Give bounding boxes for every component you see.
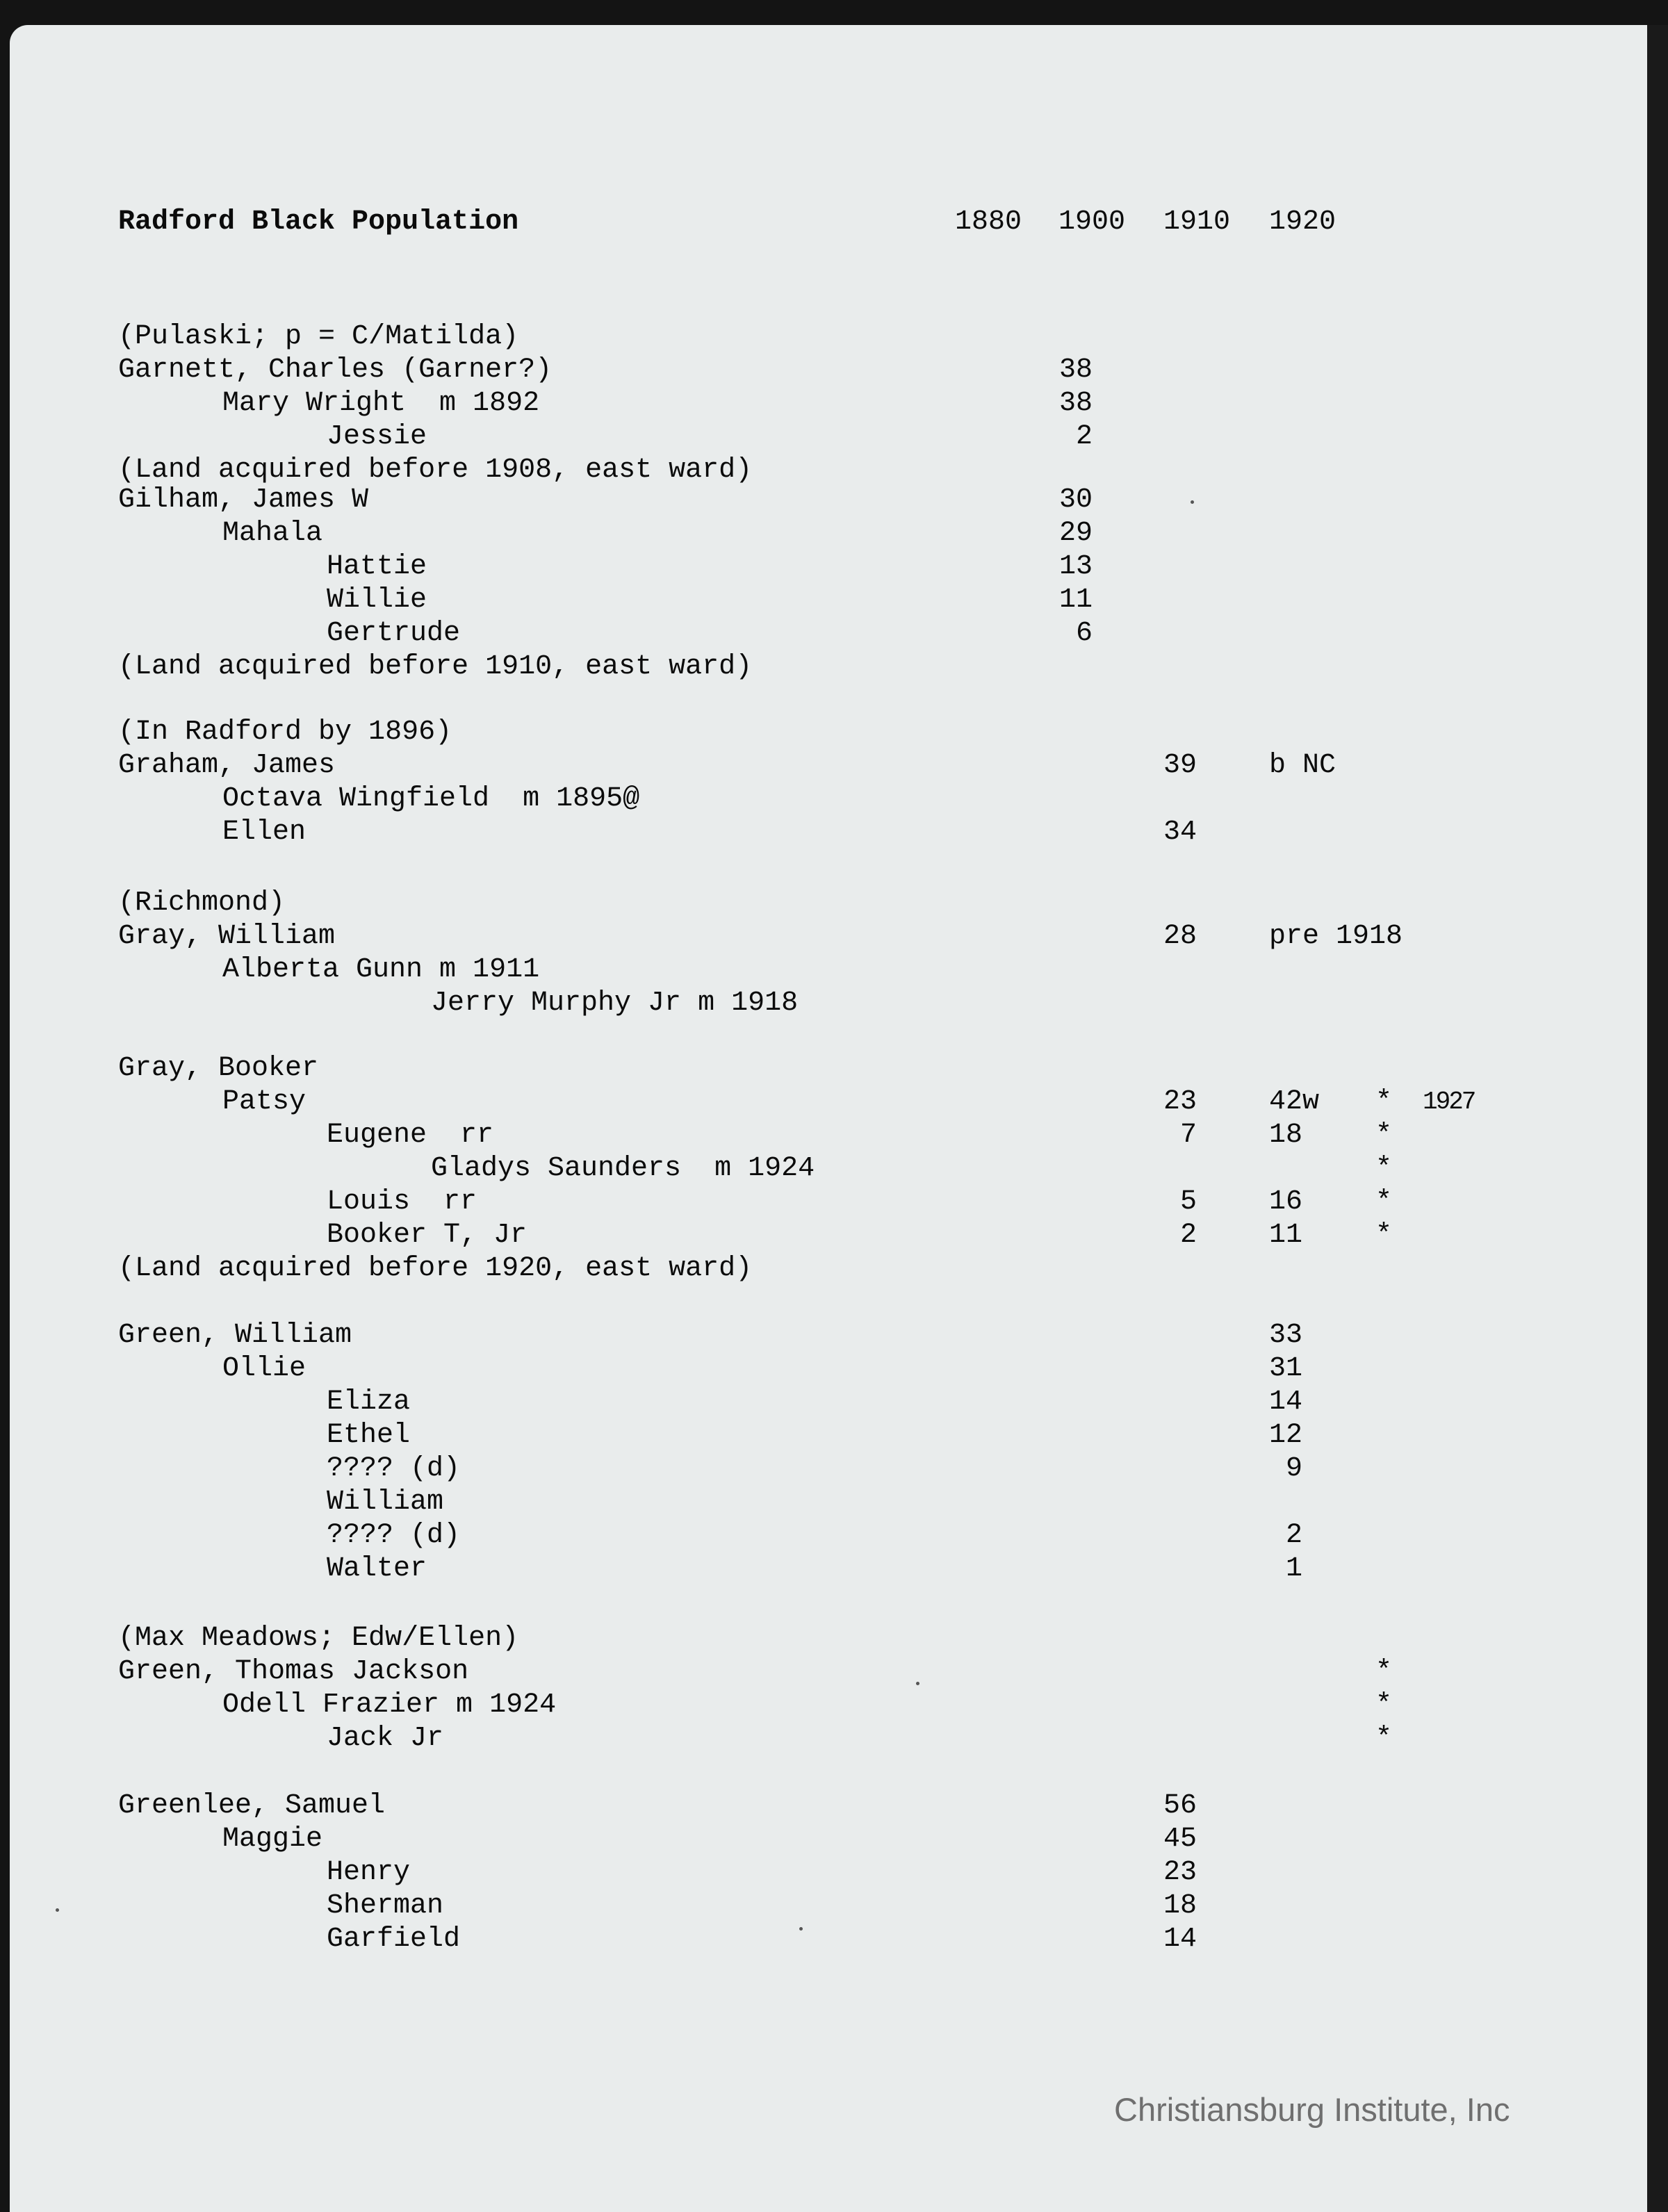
record-text: Walter — [327, 1553, 427, 1584]
record-text: (Land acquired before 1910, east ward) — [118, 651, 753, 682]
record-text: Ellen — [222, 817, 306, 848]
record-text: (Pulaski; p = C/Matilda) — [118, 321, 519, 352]
year-header-1920: 1920 — [1269, 206, 1336, 238]
census-value-1910: 14 — [1163, 1924, 1197, 1955]
census-value-1920: 31 — [1269, 1353, 1303, 1384]
year-header-1910: 1910 — [1163, 206, 1231, 238]
census-value-1900: 30 — [1059, 484, 1093, 516]
record-text: Ollie — [222, 1353, 306, 1384]
dust-speck — [916, 1682, 919, 1685]
census-value-1910: 45 — [1163, 1824, 1197, 1855]
record-mark: * — [1375, 1220, 1393, 1251]
record-mark: * — [1375, 1186, 1393, 1218]
census-value-1920: 14 — [1269, 1386, 1303, 1418]
record-text: Mahala — [222, 518, 323, 549]
census-value-1920: 2 — [1286, 1520, 1303, 1551]
census-value-1900: 11 — [1059, 584, 1093, 616]
record-text: Gertrude — [327, 618, 461, 649]
record-text: Greenlee, Samuel — [118, 1790, 386, 1821]
record-text: Green, William — [118, 1320, 352, 1351]
record-text: ???? (d) — [327, 1453, 461, 1484]
census-value-1920: 12 — [1269, 1420, 1303, 1451]
record-text: (Land acquired before 1920, east ward) — [118, 1253, 753, 1284]
record-text: Mary Wright m 1892 — [222, 388, 540, 419]
record-text: Gladys Saunders m 1924 — [431, 1153, 815, 1184]
record-text: Eliza — [327, 1386, 411, 1418]
record-note: 1927 — [1423, 1088, 1475, 1116]
page-edge — [1647, 25, 1668, 2212]
census-value-1910: 34 — [1163, 817, 1197, 848]
record-text: Ethel — [327, 1420, 411, 1451]
record-text: Garnett, Charles (Garner?) — [118, 354, 553, 386]
record-mark: * — [1375, 1656, 1393, 1687]
census-value-1900: 2 — [1076, 421, 1093, 452]
census-value-1900: 6 — [1076, 618, 1093, 649]
record-text: Garfield — [327, 1924, 461, 1955]
census-value-1900: 13 — [1059, 551, 1093, 582]
dust-speck — [1191, 500, 1194, 504]
census-value-1920: 33 — [1269, 1320, 1303, 1351]
dust-speck — [799, 1927, 803, 1931]
year-header-1900: 1900 — [1058, 206, 1126, 238]
census-value-1920: 16 — [1269, 1186, 1303, 1218]
record-text: Graham, James — [118, 750, 336, 781]
dust-speck — [56, 1908, 59, 1912]
document-title: Radford Black Population — [118, 206, 519, 238]
record-text: ???? (d) — [327, 1520, 461, 1551]
record-text: Jessie — [327, 421, 427, 452]
record-text: Green, Thomas Jackson — [118, 1656, 469, 1687]
record-text: (Land acquired before 1908, east ward) — [118, 454, 753, 486]
record-text: Jerry Murphy Jr m 1918 — [431, 988, 799, 1019]
record-mark: * — [1375, 1120, 1393, 1151]
census-value-1920: 9 — [1286, 1453, 1303, 1484]
record-text: William — [327, 1486, 444, 1518]
census-value-1920: 18 — [1269, 1120, 1303, 1151]
record-text: Henry — [327, 1857, 411, 1888]
census-value-1910: 18 — [1163, 1890, 1197, 1922]
record-text: Maggie — [222, 1824, 323, 1855]
census-value-1920: 11 — [1269, 1220, 1303, 1251]
record-text: Odell Frazier m 1924 — [222, 1689, 557, 1721]
record-text: Willie — [327, 584, 427, 616]
record-text: (Max Meadows; Edw/Ellen) — [118, 1623, 519, 1654]
census-value-1920: b NC — [1269, 750, 1336, 781]
census-value-1920: 1 — [1286, 1553, 1303, 1584]
record-text: Louis rr — [327, 1186, 477, 1218]
census-value-1900: 38 — [1059, 388, 1093, 419]
census-value-1910: 39 — [1163, 750, 1197, 781]
record-text: Booker T, Jr — [327, 1220, 528, 1251]
census-value-1920: 42w — [1269, 1086, 1320, 1117]
census-value-1910: 2 — [1180, 1220, 1197, 1251]
record-text: Octava Wingfield m 1895@ — [222, 783, 640, 814]
census-value-1910: 23 — [1163, 1857, 1197, 1888]
record-text: Hattie — [327, 551, 427, 582]
census-value-1910: 28 — [1163, 921, 1197, 952]
census-value-1910: 23 — [1163, 1086, 1197, 1117]
record-text: Patsy — [222, 1086, 306, 1117]
record-mark: * — [1375, 1086, 1393, 1117]
record-text: (Richmond) — [118, 887, 286, 919]
document-page — [10, 25, 1647, 2212]
record-text: (In Radford by 1896) — [118, 716, 452, 748]
record-mark: * — [1375, 1689, 1393, 1721]
census-value-1920: pre 1918 — [1269, 921, 1403, 952]
record-mark: * — [1375, 1153, 1393, 1184]
watermark: Christiansburg Institute, Inc — [1114, 2091, 1510, 2128]
record-text: Gray, William — [118, 921, 336, 952]
record-text: Jack Jr — [327, 1723, 444, 1754]
census-value-1910: 5 — [1180, 1186, 1197, 1218]
record-text: Alberta Gunn m 1911 — [222, 954, 540, 985]
record-text: Gilham, James W — [118, 484, 369, 516]
census-value-1910: 7 — [1180, 1120, 1197, 1151]
record-text: Eugene rr — [327, 1120, 494, 1151]
record-text: Gray, Booker — [118, 1053, 319, 1084]
census-value-1910: 56 — [1163, 1790, 1197, 1821]
year-header-1880: 1880 — [955, 206, 1022, 238]
record-text: Sherman — [327, 1890, 444, 1922]
census-value-1900: 38 — [1059, 354, 1093, 386]
census-value-1900: 29 — [1059, 518, 1093, 549]
record-mark: * — [1375, 1723, 1393, 1754]
